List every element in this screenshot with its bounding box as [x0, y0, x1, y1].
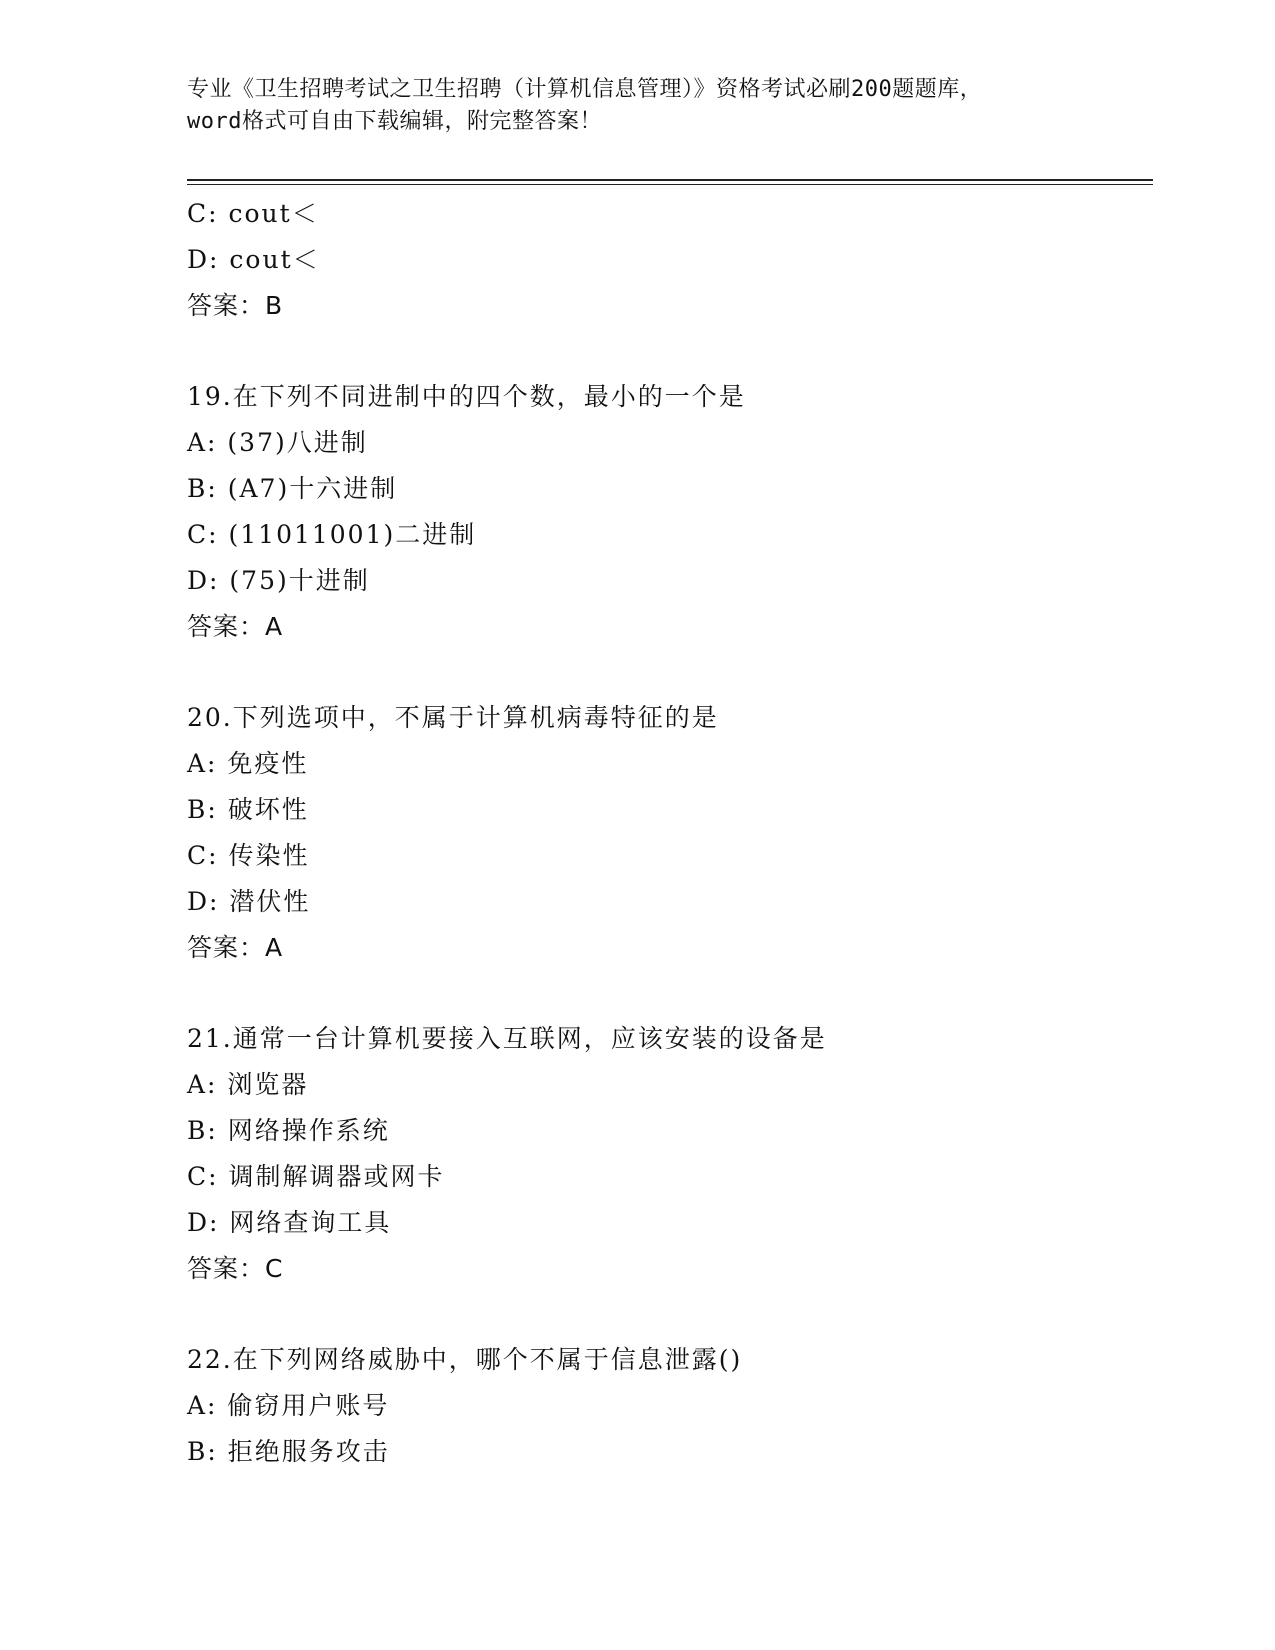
answer-line: 答案：B — [187, 291, 284, 320]
option-d: D: cout＜ — [187, 245, 320, 274]
option-d: D: 潜伏性 — [187, 887, 311, 916]
answer-line: 答案：C — [187, 1254, 284, 1283]
question-19 — [187, 374, 1153, 650]
header-title-line-1: 专业《卫生招聘考试之卫生招聘（计算机信息管理）》资格考试必刷200题题库， — [187, 77, 983, 102]
option-c: C: (11011001)二进制 — [187, 520, 477, 549]
option-a: A: 免疫性 — [187, 749, 309, 778]
option-c: C: 调制解调器或网卡 — [187, 1162, 445, 1191]
question-stem: 22.在下列网络威胁中，哪个不属于信息泄露() — [187, 1345, 743, 1374]
option-c: C: cout＜ — [187, 199, 319, 228]
answer-line: 答案：A — [187, 612, 284, 641]
question-20 — [187, 695, 1153, 971]
option-b: B: 破坏性 — [187, 795, 309, 824]
option-c: C: 传染性 — [187, 841, 310, 870]
question-stem: 19.在下列不同进制中的四个数，最小的一个是 — [187, 382, 746, 411]
option-d: D: 网络查询工具 — [187, 1208, 392, 1237]
option-a: A: 偷窃用户账号 — [187, 1391, 390, 1420]
question-21 — [187, 1016, 1153, 1292]
header-divider-thick — [187, 179, 1153, 181]
option-b: B: 拒绝服务攻击 — [187, 1437, 390, 1466]
option-b: B: 网络操作系统 — [187, 1116, 390, 1145]
question-22 — [187, 1337, 1153, 1475]
option-a: A: 浏览器 — [187, 1070, 309, 1099]
answer-line: 答案：A — [187, 933, 284, 962]
header-divider-thin — [187, 184, 1153, 185]
header-title-line-2: word格式可自由下载编辑，附完整答案！ — [187, 109, 602, 134]
option-a: A: (37)八进制 — [187, 428, 368, 457]
question-list — [187, 191, 1153, 1475]
option-d: D: (75)十进制 — [187, 566, 370, 595]
page-header — [187, 74, 1087, 138]
option-b: B: (A7)十六进制 — [187, 474, 398, 503]
question-stem: 21.通常一台计算机要接入互联网，应该安装的设备是 — [187, 1024, 827, 1053]
question-stem: 20.下列选项中，不属于计算机病毒特征的是 — [187, 703, 719, 732]
